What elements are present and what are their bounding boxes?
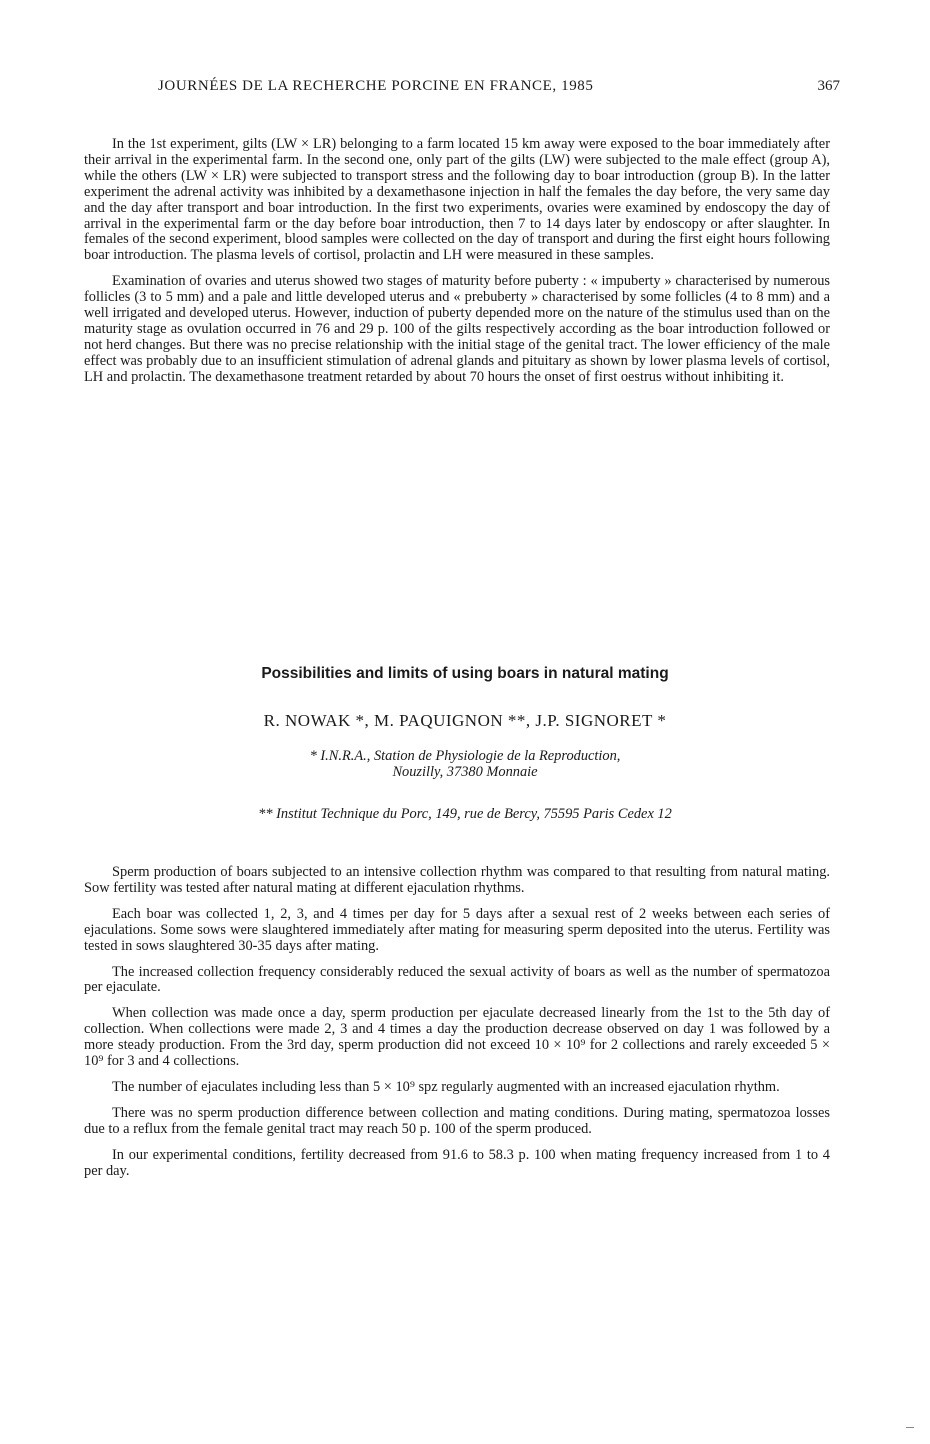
affiliation-inra-line2: Nouzilly, 37380 Monnaie [392, 764, 538, 780]
affiliation-itp: ** Institut Technique du Porc, 149, rue de Bercy, 75595 Paris Cedex 12 [258, 806, 672, 822]
paragraph: Sperm production of boars subjected to an intensive collection rhythm was compared to that resulting from natural mating. Sow fertility was tested after natural mating at different ejaculation rhythms. [84, 864, 830, 896]
paragraph: There was no sperm production difference between collection and mating conditions. During mating, spermatozoa losses due to a reflux from the female genital tract may reach 50 p. 100 of the sperm produced. [84, 1104, 830, 1137]
article-authors: R. NOWAK *, M. PAQUIGNON **, J.P. SIGNORET * [263, 711, 667, 730]
article-title: Possibilities and limits of using boars in natural mating [261, 665, 669, 682]
affiliation-inra-line1: * I.N.R.A., Station de Physiologie de la Reproduction, [309, 748, 621, 764]
paragraph: Examination of ovaries and uterus showed two stages of maturity before puberty : « impuberty » characterised by numerous follicles (3 to 5 mm) and a pale and little developed uterus and « prebuberty » characterised by some follicles (4 to 8 mm) and a well irrigated and developed uterus. However, induction of puberty depended more on the nature of the stimulus used than on the maturity stage as ovulation occurred in 76 and 29 p. 100 of the gilts respectively according as the boar introduction followed or not herd changes. But there was no precise relationship with the initial stage of the genital tract. The lower efficiency of the male effect was probably due to an insufficient stimulation of adrenal glands and pituitary as shown by lower plasma levels of cortisol, LH and prolactin. The dexamethasone treatment retarded by about 70 hours the onset of first oestrus without inhibiting it. [84, 273, 830, 385]
paragraph: Each boar was collected 1, 2, 3, and 4 times per day for 5 days after a sexual rest of 2 weeks between each series of ejaculations. Some sows were slaughtered immediately after mating for measuring sperm deposited into the uterus. Fertility was tested in sows slaughtered 30-35 days after mating. [84, 905, 830, 954]
paragraph: The number of ejaculates including less than 5 × 10⁹ spz regularly augmented with an increased ejaculation rhythm. [112, 1078, 780, 1095]
previous-article-body [84, 137, 830, 396]
paragraph: The increased collection frequency considerably reduced the sexual activity of boars as well as the number of spermatozoa per ejaculate. [84, 963, 830, 996]
scan-mark [906, 1427, 914, 1428]
paragraph: In the 1st experiment, gilts (LW × LR) belonging to a farm located 15 km away were exposed to the boar immediately after their arrival in the experimental farm. In the second one, only part of the gilts (LW) were subjected to the male effect (group A), while the others (LW × LR) were subjected to transport stress and the following day to boar introduction (group B). In the latter experiment the adrenal activity was inhibited by a dexamethasone injection in half the females the day before, the very same day and the day after transport and boar introduction. In the first two experiments, ovaries were examined by endoscopy the day of arrival in the experimental farm or the day before boar introduction, then 7 to 14 days later by endoscopy or after slaughter. In females of the second experiment, blood samples were collected on the day of transport and during the first eight hours following boar introduction. The plasma levels of cortisol, prolactin and LH were measured in these samples. [84, 136, 830, 264]
paragraph: In our experimental conditions, fertility decreased from 91.6 to 58.3 p. 100 when mating frequency increased from 1 to 4 per day. [84, 1146, 830, 1179]
page-number: 367 [817, 78, 840, 94]
article-body [84, 865, 830, 1190]
running-title: JOURNÉES DE LA RECHERCHE PORCINE EN FRANCE, 1985 [158, 78, 594, 94]
paragraph: When collection was made once a day, sperm production per ejaculate decreased linearly from the 1st to the 5th day of collection. When collections were made 2, 3 and 4 times a day the production decrease observed on day 1 was followed by a more steady production. From the 3rd day, sperm production did not exceed 10 × 10⁹ for 2 collections and rarely exceeded 5 × 10⁹ for 3 and 4 collections. [84, 1005, 830, 1070]
running-header [100, 78, 840, 100]
